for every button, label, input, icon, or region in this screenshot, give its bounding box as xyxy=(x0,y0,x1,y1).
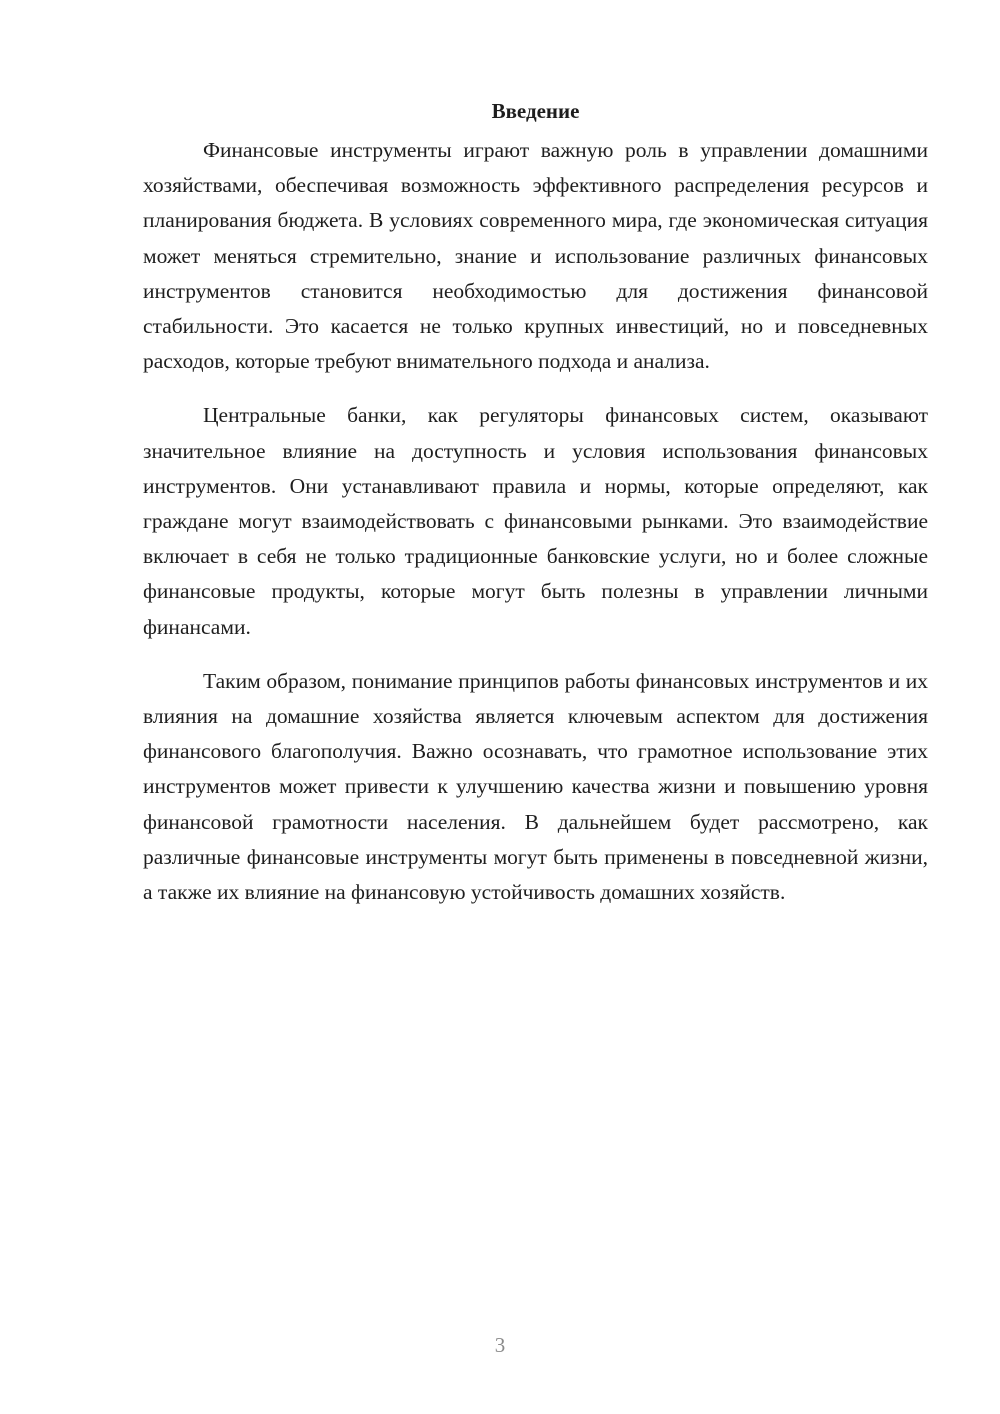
paragraph-3: Таким образом, понимание принципов работы финансовых инструментов и их влияния на домашние хозяйства является ключевым аспектом для достижения финансового благополучия. Важно осознавать, что грамотное использование этих инструментов может привести к улучшению качества жизни и повышению уровня финансовой грамотности населения. В дальнейшем будет рассмотрено, как различные финансовые инструменты могут быть применены в повседневной жизни, а также их влияние на финансовую устойчивость домашних хозяйств. xyxy=(143,668,928,905)
paragraph-2: Центральные банки, как регуляторы финансовых систем, оказывают значительное влияние на доступность и условия использования финансовых инструментов. Они устанавливают правила и нормы, которые определяют, как граждане могут взаимодействовать с финансовыми рынками. Это взаимодействие включает в себя не только традиционные банковские услуги, но и более сложные финансовые продукты, которые могут быть полезны в управлении личными финансами. xyxy=(143,403,928,639)
paragraph-1: Финансовые инструменты играют важную роль в управлении домашними хозяйствами, обеспечивая возможность эффективного распределения ресурсов и планирования бюджета. В условиях современного мира, где экономическая ситуация может меняться стремительно, знание и использование различных финансовых инструментов становится необходимостью для достижения финансовой стабильности. Это касается не только крупных инвестиций, но и повседневных расходов, которые требуют внимательного подхода и анализа. xyxy=(143,138,928,374)
section-title: Введение xyxy=(491,99,580,123)
page-number: 3 xyxy=(494,1333,506,1357)
page-content xyxy=(143,96,928,929)
